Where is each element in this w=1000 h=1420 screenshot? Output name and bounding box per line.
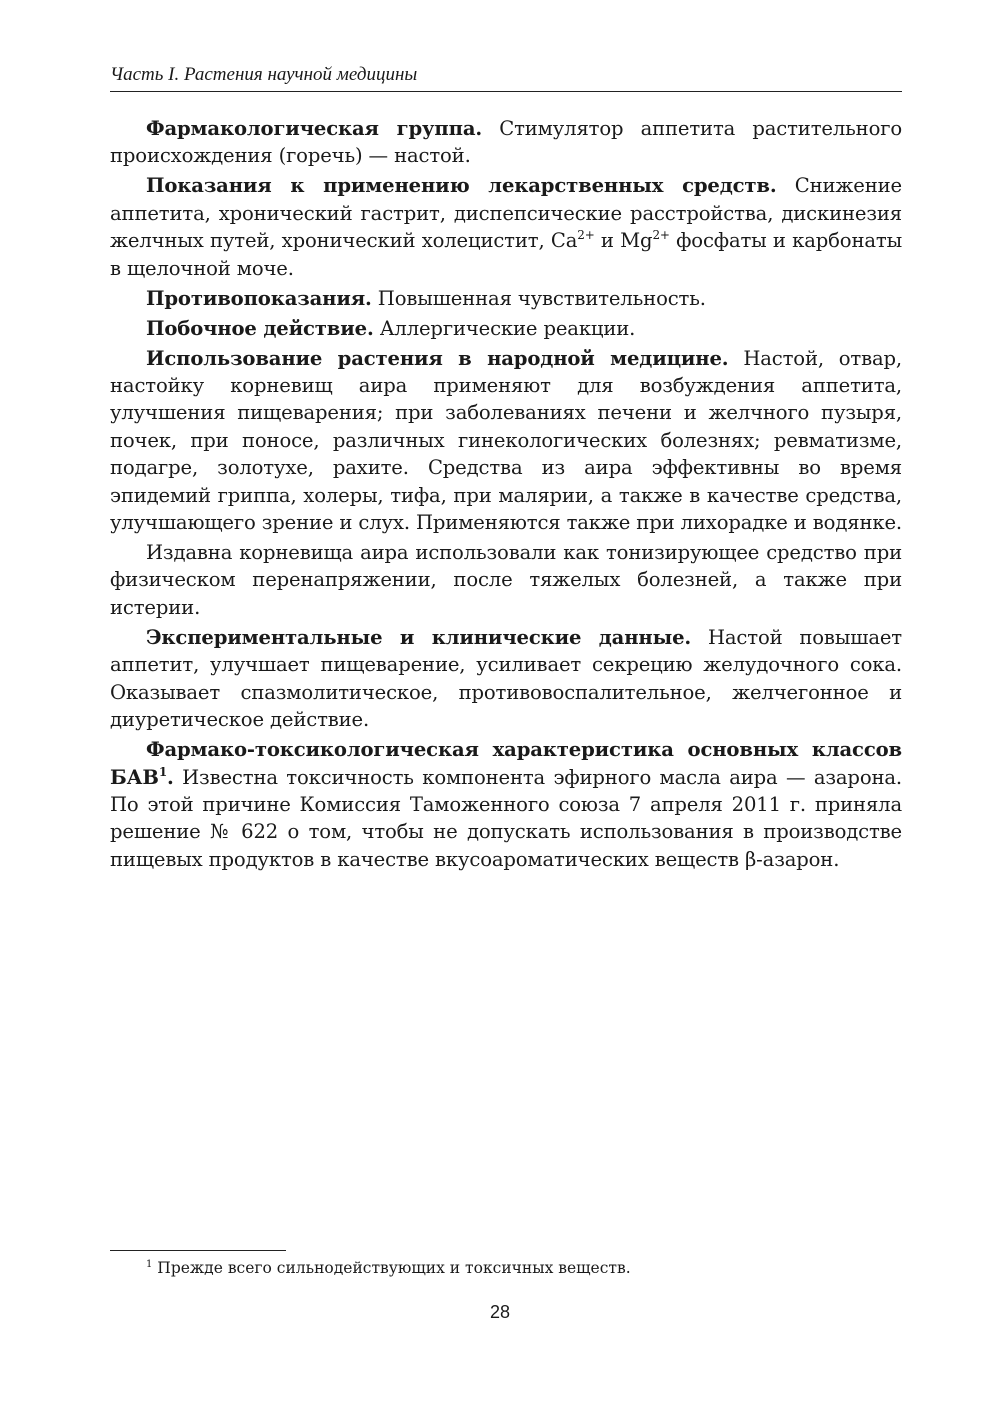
paragraph-text: и Mg xyxy=(594,229,653,253)
paragraph-pharmacological-group xyxy=(110,115,902,170)
term-heading-text: Фармако-токсикологическая характеристика основных классов БАВ xyxy=(110,738,902,789)
paragraph-text: Издавна корневища аира использовали как тонизирующее средство при физическом перенапряжении, после тяжелых болезней, а также при истерии. xyxy=(110,541,902,619)
term-heading: Показания к применению лекарственных средств. xyxy=(146,174,777,198)
paragraph-text: Аллергические реакции. xyxy=(373,316,636,340)
paragraph-folk-medicine xyxy=(110,345,902,537)
paragraph-text: Стимулятор аппетита растительного происхождения (горечь) — настой. xyxy=(110,117,902,168)
footnote-reference[interactable]: 1 xyxy=(158,764,168,779)
superscript-charge: 2+ xyxy=(577,228,595,243)
paragraph-side-effects xyxy=(110,315,902,342)
paragraph-text: Повышенная чувствительность. xyxy=(371,286,706,310)
term-heading: Противопоказания. xyxy=(146,286,372,310)
paragraph-indications xyxy=(110,172,902,282)
term-heading: Фармакологическая группа. xyxy=(146,117,483,140)
footnote-text: Прежде всего сильнодействующих и токсичных веществ. xyxy=(152,1259,631,1277)
term-heading: Экспериментальные и клинические данные. xyxy=(146,625,692,649)
term-heading: Побочное действие. xyxy=(146,316,374,340)
paragraph-text: Снижение аппетита, хронический гастрит, диспепсические расстройства, дискинезия желчных путей, хронический холецистит, Ca xyxy=(110,174,902,253)
paragraph-text: Настой повышает аппетит, улучшает пищеварение, усиливает секрецию желудочного сока. Оказывает спазмолитическое, противовоспалительное, желчегонное и диуретическое действие. xyxy=(110,625,902,732)
term-heading: Использование растения в народной медицине. xyxy=(146,346,729,370)
paragraph-toxicology xyxy=(110,736,902,873)
paragraph-tonic-use xyxy=(110,539,902,621)
running-header: Часть I. Растения научной медицины xyxy=(110,62,902,92)
paragraph-experimental-data xyxy=(110,624,902,734)
superscript-charge: 2+ xyxy=(652,228,670,243)
footnote-divider xyxy=(110,1250,286,1251)
paragraph-text: Настой, отвар, настойку корневищ аира применяют для возбуждения аппетита, улучшения пищеварения; при заболеваниях печени и желчного пузыря, почек, при поносе, различных гинекологических болезнях; ревматизме, подагре, золотухе, рахите. Средства из аира эффективны во время эпидемий гриппа, холеры, тифа, при малярии, а также в качестве средства, улучшающего зрение и слух. Применяются также при лихорадке и водянке. xyxy=(110,346,902,535)
body-text xyxy=(110,115,902,876)
paragraph-text: фосфаты и карбонаты в щелочной моче. xyxy=(110,229,903,280)
footnote xyxy=(146,1257,866,1279)
term-heading-punctuation: . xyxy=(167,765,174,789)
paragraph-contraindications xyxy=(110,285,902,312)
footnote-mark: 1 xyxy=(146,1259,153,1270)
page-number: 28 xyxy=(489,1302,511,1322)
paragraph-text: Известна токсичность компонента эфирного масла аира — азарона. По этой причине Комиссия Таможенного союза 7 апреля 2011 г. приняла решение № 622 о том, чтобы не допускать использования в производстве пищевых продуктов в качестве вкусоароматических веществ β-азарон. xyxy=(110,765,902,871)
